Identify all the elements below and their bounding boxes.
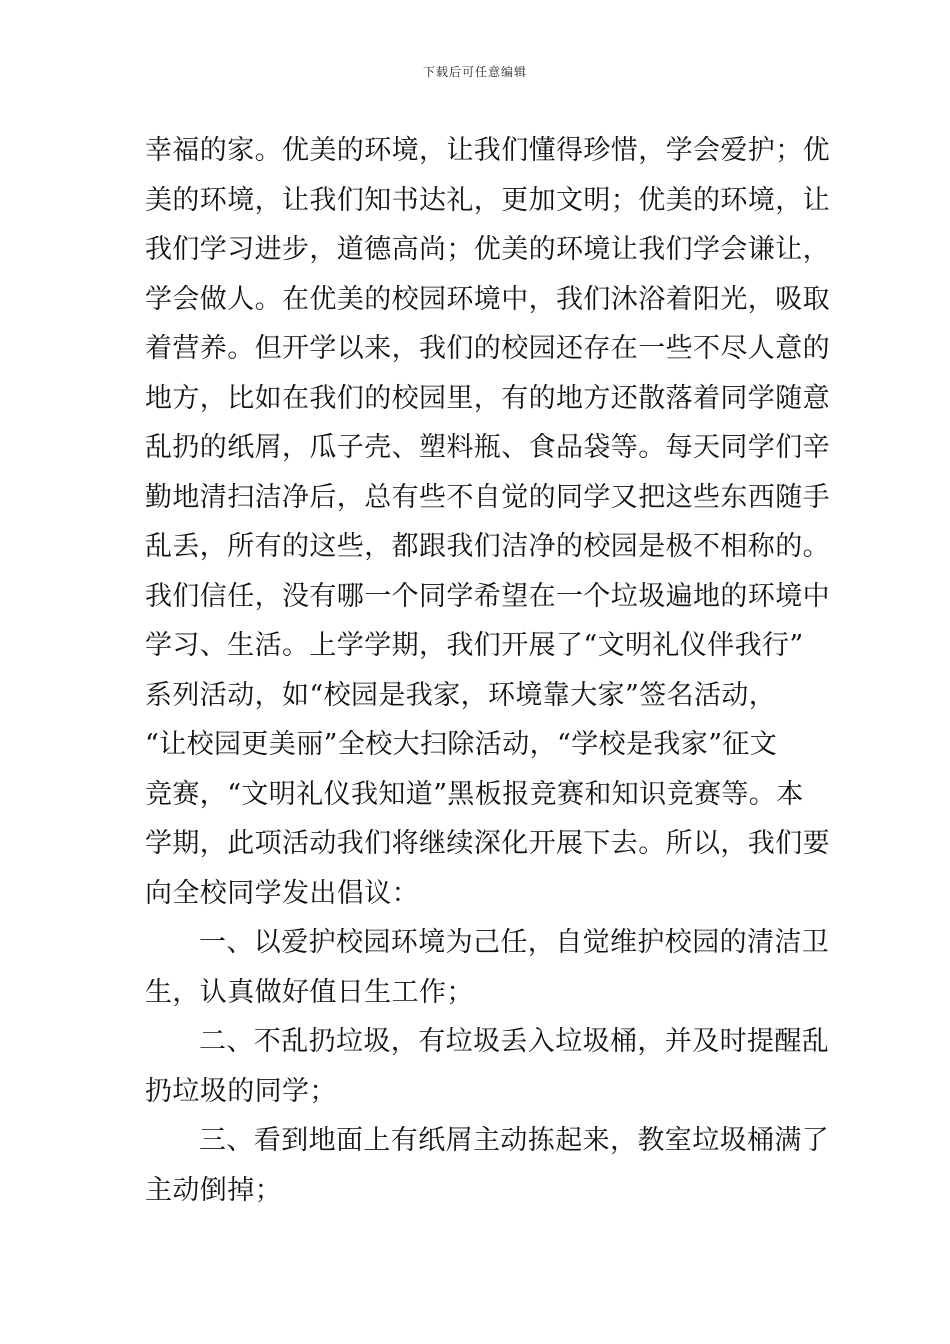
text-line: “让校园更美丽”全校大扫除活动，“学校是我家”征文 [145,729,778,760]
text-line: 勤地清扫洁净后，总有些不自觉的同学又把这些东西随手 [145,481,830,513]
proposal-item-line: 一、以爱护校园环境为己任，自觉维护校园的清洁卫 [199,927,830,958]
text-line: 生，认真做好值日生工作； [145,976,474,1008]
text-line: 乱扔的纸屑，瓜子壳、塑料瓶、食品袋等。每天同学们辛 [145,432,830,463]
text-line: 我们信任，没有哪一个同学希望在一个垃圾遍地的环境中 [145,580,830,612]
text-line: 学习、生活。上学学期，我们开展了“文明礼仪伴我行” [145,630,804,661]
text-line: 向全校同学发出倡议： [145,877,419,909]
text-line: 学期，此项活动我们将继续深化开展下去。所以，我们要 [145,828,830,859]
text-line: 幸福的家。优美的环境，让我们懂得珍惜，学会爱护；优 [145,135,830,166]
text-line: 竞赛，“文明礼仪我知道”黑板报竞赛和知识竞赛等。本 [145,778,804,810]
text-line: 乱丢，所有的这些，都跟我们洁净的校园是极不相称的。 [145,531,830,562]
proposal-item-line: 三、看到地面上有纸屑主动拣起来，教室垃圾桶满了 [199,1125,830,1156]
text-line: 系列活动，如“校园是我家，环境靠大家”签名活动， [145,679,777,711]
page-header: 下载后可任意编辑 [422,65,527,79]
text-line: 学会做人。在优美的校园环境中，我们沐浴着阳光，吸取 [145,283,830,315]
document-body [145,126,830,1215]
text-line: 美的环境，让我们知书达礼，更加文明；优美的环境，让 [145,184,830,216]
text-line: 我们学习进步，道德高尚；优美的环境让我们学会谦让， [145,234,830,265]
text-line: 着营养。但开学以来，我们的校园还存在一些不尽人意的 [145,333,830,364]
text-line: 主动倒掉； [145,1174,282,1206]
text-line: 扔垃圾的同学； [145,1075,337,1107]
text-line: 地方，比如在我们的校园里，有的地方还散落着同学随意 [145,382,830,414]
proposal-item-line: 二、不乱扔垃圾，有垃圾丢入垃圾桶，并及时提醒乱 [199,1026,830,1057]
